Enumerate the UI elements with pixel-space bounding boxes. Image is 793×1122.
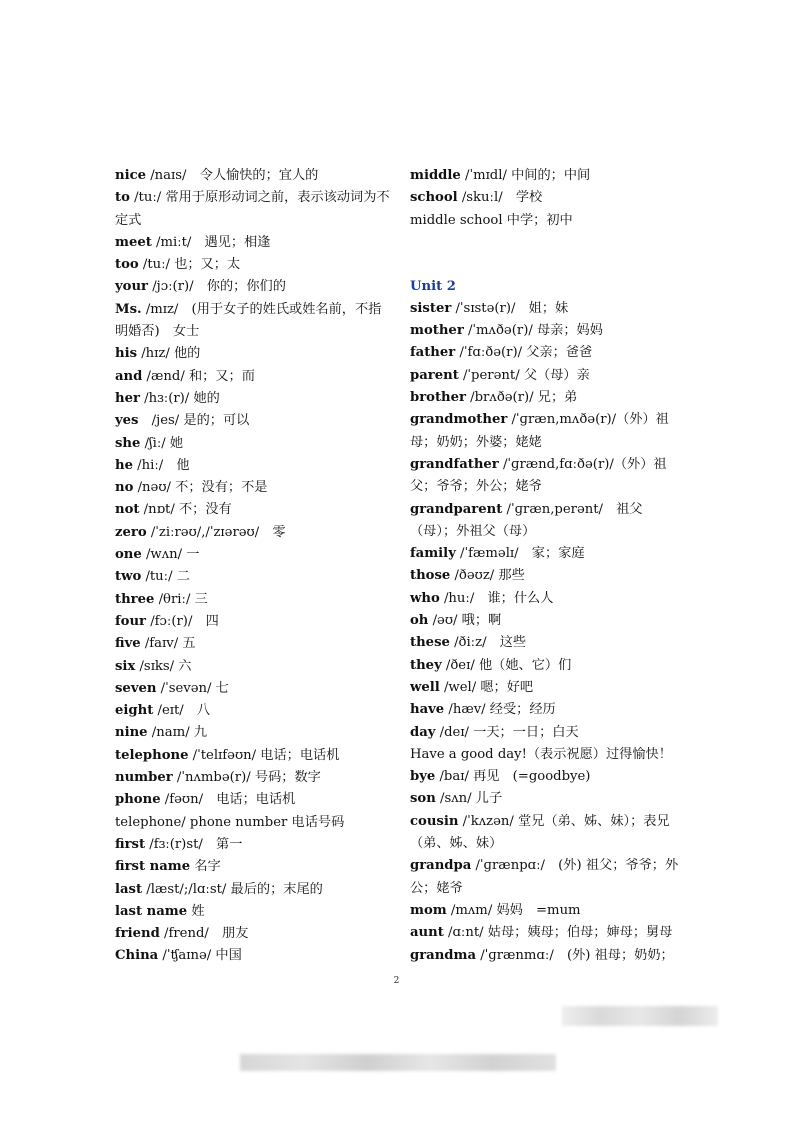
vocab-word: your	[115, 279, 148, 295]
vocab-word: four	[115, 613, 147, 629]
vocab-entry	[115, 656, 390, 678]
section-gap	[410, 232, 688, 276]
vocab-entry	[115, 633, 390, 655]
vocab-word: meet	[115, 234, 152, 250]
vocab-entry	[115, 410, 390, 432]
vocab-entry	[115, 722, 390, 744]
vocab-entry	[115, 232, 390, 254]
vocab-entry	[115, 522, 390, 544]
vocab-entry	[115, 366, 390, 388]
vocab-word: first	[115, 836, 146, 852]
vocab-entry	[115, 187, 390, 232]
vocab-definition: /frend/ 朋友	[159, 926, 249, 942]
vocab-definition: /ˈfæməlɪ/ 家；家庭	[455, 546, 585, 562]
vocab-definition: /tuː/ 常用于原形动词之前，表示该动词为不定式	[115, 190, 390, 228]
vocab-entry	[115, 879, 390, 901]
vocab-word: her	[115, 390, 140, 406]
vocab-entry	[410, 409, 688, 454]
vocab-entry	[115, 477, 390, 499]
vocab-entry	[410, 610, 688, 632]
vocab-word: zero	[115, 524, 147, 540]
vocab-entry	[410, 565, 688, 587]
vocab-word: mom	[410, 902, 447, 918]
vocab-word: grandparent	[410, 501, 503, 517]
vocab-entry	[410, 365, 688, 387]
vocab-definition: /deɪ/ 一天；一日；白天	[435, 724, 579, 740]
vocab-definition: /ɑːnt/ 姑母；姨母；伯母；婶母；舅母	[443, 925, 673, 941]
vocab-definition: /sʌn/ 儿子	[435, 791, 503, 807]
vocab-definition: /wel/ 嗯；好吧	[439, 679, 534, 695]
vocab-definition: /əʊ/ 哦；啊	[428, 613, 502, 629]
vocab-entry	[115, 433, 390, 455]
vocab-entry	[115, 499, 390, 521]
vocab-word: son	[410, 791, 436, 807]
vocab-word: last	[115, 881, 143, 897]
left-column	[115, 165, 390, 968]
vocab-entry	[410, 677, 688, 699]
vocab-definition: /skuːl/ 学校	[457, 190, 543, 206]
vocab-entry	[410, 187, 688, 209]
vocab-definition: /ðəʊz/ 那些	[450, 568, 525, 584]
vocab-entry	[115, 767, 390, 789]
unit-heading: Unit 2	[410, 278, 456, 294]
vocab-entry	[115, 834, 390, 856]
vocab-entry	[115, 455, 390, 477]
vocab-word: bye	[410, 769, 436, 785]
vocab-definition: /ˈsevən/ 七	[156, 680, 229, 696]
vocab-word: well	[410, 679, 440, 695]
vocab-definition: /ˈtelɪfəʊn/ 电话；电话机	[188, 747, 340, 763]
vocab-word: father	[410, 345, 456, 361]
vocab-word: school	[410, 190, 458, 206]
vocab-entry	[115, 745, 390, 767]
vocab-entry	[410, 165, 688, 187]
vocab-entry	[410, 945, 688, 967]
vocab-entry	[115, 388, 390, 410]
blurred-footer	[240, 1054, 556, 1071]
vocab-definition: /ˈnʌmbə(r)/ 号码；数字	[172, 770, 321, 786]
right-top-entries	[410, 165, 688, 232]
vocab-entry	[410, 454, 688, 499]
vocab-word: last name	[115, 903, 188, 919]
vocab-definition: 姓	[187, 903, 205, 919]
vocab-definition: /nəʊ/ 不；没有；不是	[133, 480, 268, 496]
vocab-entry	[410, 811, 688, 856]
vocab-word: six	[115, 658, 136, 674]
vocab-entry	[115, 165, 390, 187]
vocab-entry	[115, 901, 390, 923]
vocab-word: yes	[115, 413, 139, 429]
vocab-entry	[115, 789, 390, 811]
vocab-definition: /hiː/ 他	[132, 457, 190, 473]
vocab-definition: 名字	[190, 859, 221, 875]
vocab-definition: /ˈmʌðə(r)/ 母亲；妈妈	[463, 323, 603, 339]
vocab-word: she	[115, 435, 141, 451]
vocab-word: day	[410, 724, 436, 740]
vocab-word: telephone	[115, 747, 189, 763]
vocab-definition: /jɔː(r)/ 你的；你们的	[148, 279, 286, 295]
vocab-entry	[410, 588, 688, 610]
vocab-word: China	[115, 948, 159, 964]
vocab-word: oh	[410, 613, 429, 629]
page-number: 2	[393, 976, 400, 986]
vocab-entry	[410, 632, 688, 654]
vocab-entry	[115, 945, 390, 967]
vocab-word: seven	[115, 680, 157, 696]
vocab-word: Ms.	[115, 301, 142, 317]
vocab-word: grandpa	[410, 858, 472, 874]
vocab-definition: telephone/ phone number 电话号码	[115, 814, 345, 830]
vocab-word: these	[410, 635, 450, 651]
vocab-entry	[410, 900, 688, 922]
vocab-entry	[410, 922, 688, 944]
vocab-definition: /jes/ 是的；可以	[138, 413, 250, 429]
vocab-word: aunt	[410, 925, 444, 941]
vocab-definition: /tuː/ 二	[141, 569, 190, 585]
vocab-word: and	[115, 368, 143, 384]
vocab-definition: /ʃiː/ 她	[140, 435, 184, 451]
vocab-entry	[115, 589, 390, 611]
vocab-definition: /ˈɡræn,mʌðə(r)/（外）祖母；奶奶；外婆；姥姥	[410, 412, 669, 450]
vocab-entry	[115, 299, 390, 344]
right-column	[410, 165, 688, 967]
vocab-definition: /mʌm/ 妈妈 =mum	[446, 902, 581, 918]
vocab-entry	[410, 387, 688, 409]
vocab-entry	[410, 722, 688, 744]
vocab-definition: /eɪt/ 八	[153, 703, 211, 719]
vocab-definition: /fɜː(r)st/ 第一	[145, 836, 243, 852]
vocab-definition: /θriː/ 三	[154, 591, 208, 607]
vocab-word: three	[115, 591, 155, 607]
vocab-word: they	[410, 657, 442, 673]
vocab-entry	[410, 699, 688, 721]
vocab-definition: /wʌn/ 一	[141, 547, 200, 563]
vocab-entry	[410, 855, 688, 900]
vocab-definition: /mɪz/ (用于女子的姓氏或姓名前，不指明婚否) 女士	[115, 301, 382, 340]
vocab-definition: /huː/ 谁；什么人	[439, 590, 554, 606]
vocab-definition: /hæv/ 经受；经历	[444, 702, 556, 718]
vocab-entry	[115, 923, 390, 945]
vocab-definition: /ˈɡrænmɑː/ (外) 祖母；奶奶；	[476, 947, 674, 963]
vocab-definition: /ðiːz/ 这些	[449, 635, 527, 651]
vocab-definition: /ˈsɪstə(r)/ 姐；妹	[451, 300, 569, 316]
vocab-definition: /baɪ/ 再见 (=goodbye)	[435, 769, 591, 785]
vocab-definition: /nɒt/ 不；没有	[139, 502, 232, 518]
vocab-word: five	[115, 636, 141, 652]
vocab-word: he	[115, 457, 133, 473]
unit-2-entries	[410, 298, 688, 967]
vocab-definition: /læst/;/lɑːst/ 最后的；末尾的	[142, 881, 323, 897]
vocab-word: number	[115, 770, 173, 786]
vocab-definition: /ˈperənt/ 父（母）亲	[458, 367, 590, 383]
vocab-definition: /fəʊn/ 电话；电话机	[160, 792, 296, 808]
vocab-entry	[410, 744, 688, 766]
vocab-word: sister	[410, 300, 452, 316]
vocab-word: have	[410, 702, 445, 718]
vocab-entry	[115, 566, 390, 588]
vocab-word: grandmother	[410, 412, 508, 428]
vocab-definition: /hɜː(r)/ 她的	[139, 390, 220, 406]
vocab-word: those	[410, 568, 451, 584]
vocab-entry	[115, 276, 390, 298]
vocab-definition: /ˈziːrəʊ/,/ˈzɪərəʊ/ 零	[146, 524, 286, 540]
vocab-entry	[115, 700, 390, 722]
vocab-definition: /ˈfɑːðə(r)/ 父亲；爸爸	[455, 345, 593, 361]
vocab-word: friend	[115, 926, 160, 942]
vocab-definition: /naɪs/ 令人愉快的；宜人的	[146, 168, 319, 183]
vocab-word: cousin	[410, 813, 459, 829]
vocab-word: his	[115, 346, 138, 362]
vocab-word: to	[115, 190, 130, 206]
vocab-entry	[115, 343, 390, 365]
vocab-definition: /naɪn/ 九	[147, 725, 208, 741]
vocab-definition: /faɪv/ 五	[140, 636, 196, 652]
vocab-definition: /ˈɡræn,perənt/ 祖父（母）；外祖父（母）	[410, 501, 643, 539]
vocab-entry	[410, 655, 688, 677]
vocab-definition: middle school 中学；初中	[410, 212, 573, 228]
vocab-word: brother	[410, 390, 466, 406]
vocab-word: not	[115, 502, 140, 518]
vocab-entry	[410, 298, 688, 320]
vocab-word: nine	[115, 725, 148, 741]
vocab-definition: /ˈɡrænpɑː/ (外) 祖父；爷爷；外公；姥爷	[410, 858, 679, 896]
vocab-definition: /miːt/ 遇见；相逢	[151, 234, 271, 250]
vocab-entry	[115, 611, 390, 633]
vocab-word: grandfather	[410, 456, 499, 472]
vocab-entry	[410, 499, 688, 544]
vocab-definition: /ˈkʌzən/ 堂兄（弟、姊、妹）；表兄（弟、姊、妹）	[410, 813, 670, 852]
vocab-definition: Have a good day!（表示祝愿）过得愉快！	[410, 746, 672, 762]
vocab-word: nice	[115, 168, 147, 183]
vocab-word: parent	[410, 367, 459, 383]
vocab-entry	[115, 856, 390, 878]
vocab-entry	[115, 254, 390, 276]
vocab-definition: /ðeɪ/ 他（她、它）们	[441, 657, 572, 673]
vocab-entry	[410, 788, 688, 810]
vocab-definition: /ˈʧaɪnə/ 中国	[158, 948, 242, 964]
vocab-definition: /ˈmɪdl/ 中间的；中间	[460, 168, 591, 183]
vocab-entry	[410, 320, 688, 342]
vocab-word: two	[115, 569, 142, 585]
vocab-definition: /fɔː(r)/ 四	[146, 613, 219, 629]
vocab-entry	[410, 342, 688, 364]
vocab-word: eight	[115, 703, 154, 719]
vocab-definition: /brʌðə(r)/ 兄；弟	[465, 390, 578, 406]
blurred-watermark	[562, 1006, 718, 1026]
vocab-entry	[410, 766, 688, 788]
vocab-definition: /ˈɡrænd,fɑːðə(r)/（外）祖父；爷爷；外公；姥爷	[410, 456, 667, 495]
vocab-word: mother	[410, 323, 464, 339]
vocab-word: first name	[115, 859, 191, 875]
vocab-word: too	[115, 257, 139, 273]
vocab-word: grandma	[410, 947, 477, 963]
vocab-entry	[115, 812, 390, 834]
vocab-definition: /hɪz/ 他的	[137, 346, 201, 362]
vocab-definition: /ænd/ 和；又；而	[142, 368, 255, 384]
vocab-entry	[410, 543, 688, 565]
vocab-word: one	[115, 547, 142, 563]
vocab-definition: /tuː/ 也；又；太	[138, 257, 241, 273]
vocab-definition: /sɪks/ 六	[135, 658, 192, 674]
vocab-word: no	[115, 480, 134, 496]
vocab-word: who	[410, 590, 440, 606]
vocab-word: family	[410, 546, 456, 562]
vocab-word: phone	[115, 792, 161, 808]
vocab-entry	[115, 678, 390, 700]
vocab-entry	[115, 544, 390, 566]
vocab-word: middle	[410, 168, 461, 183]
vocab-entry	[410, 210, 688, 232]
